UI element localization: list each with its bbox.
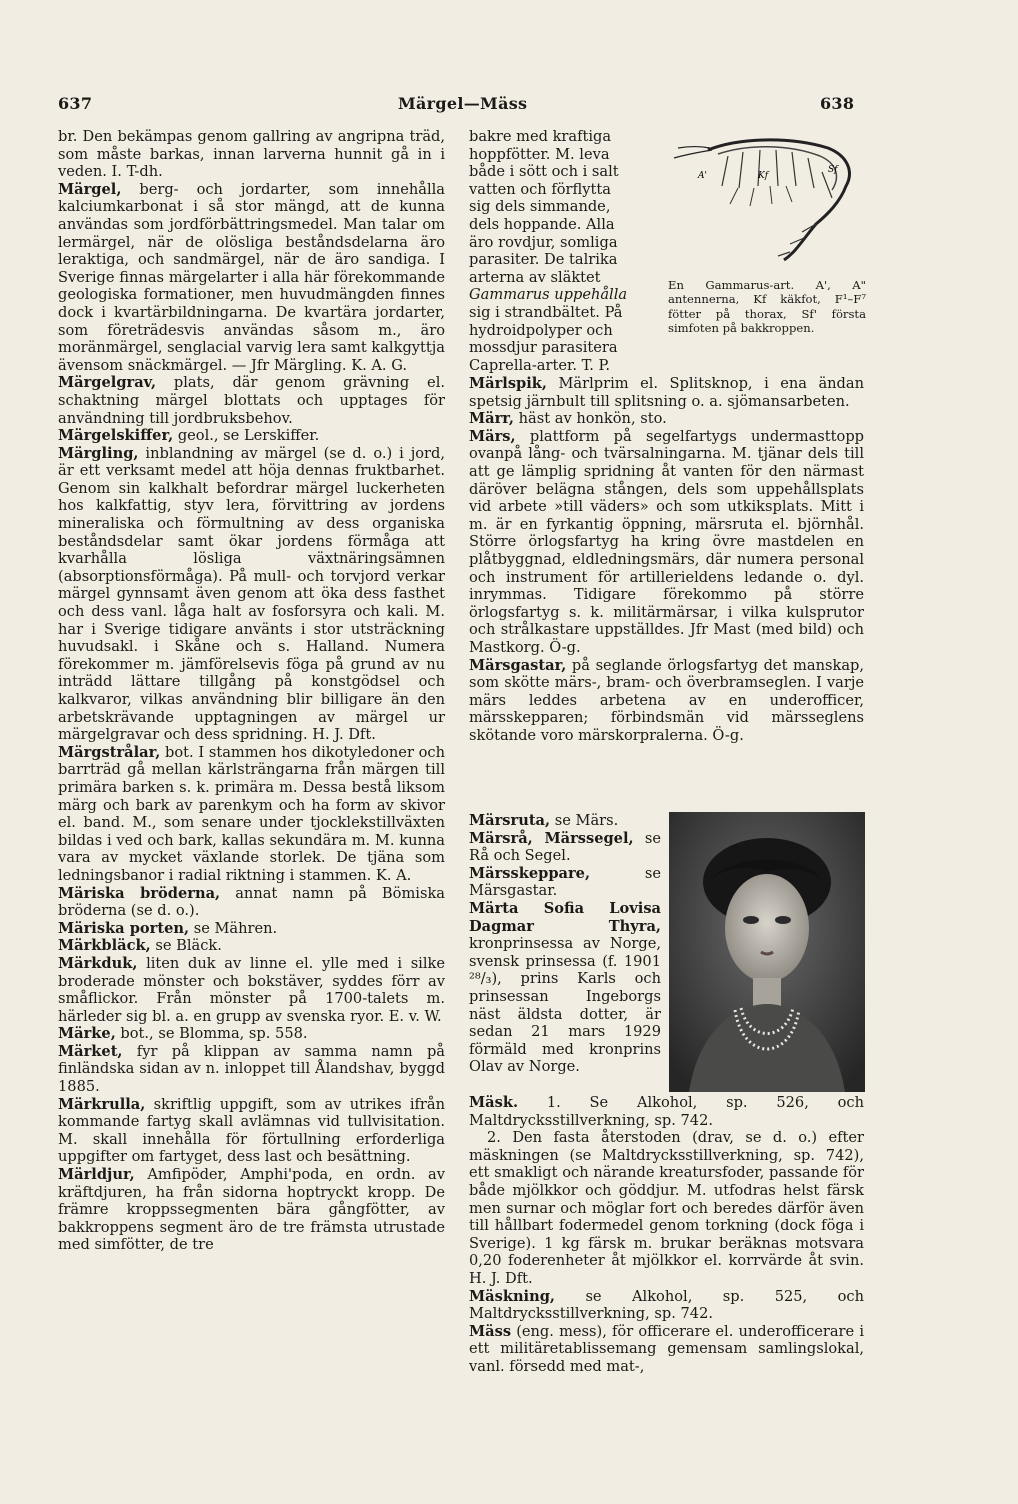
entry-marsra: Märsrå, Märssegel, se Rå och Segel. (469, 829, 661, 865)
left-column (58, 128, 445, 1254)
amphipod-illustration-icon (668, 128, 868, 276)
entry-marsgastar: Märsgastar, på seglande örlogsfartyg det manskap, som skötte märs-, bram- och överbramseglen. I varje märs leddes arbetena av en underofficer, märsskepparen; förbindsmän vid märsseglens skötande voro märskorpralerna. Ö-g. (469, 656, 864, 744)
text-line: äro rovdjur, somliga (469, 233, 618, 251)
entry-market: Märket, fyr på klippan av samma namn på finländska sidan av n. inloppet till Ålandshav, byggd 1885. (58, 1042, 445, 1096)
figure-label: Sf (828, 165, 838, 175)
figure-label: Kf (758, 171, 769, 181)
text-line: dels hoppande. Alla (469, 215, 615, 233)
figure-label: A' (698, 171, 707, 181)
right-column-top (469, 128, 659, 374)
entry-marsruta: Märsruta, se Märs. (469, 812, 619, 829)
entry-marr: Märr, häst av honkön, sto. (469, 410, 667, 428)
entry-mask: Mäsk. 1. Se Alkohol, sp. 526, och Maltdrycksstillverkning, sp. 742. (469, 1094, 864, 1129)
right-column-narrow (469, 812, 661, 1076)
entry-markduk: Märkduk, liten duk av linne el. ylle med i silke broderade mönster och bokstäver, syddes förr av småflickor. Från mönster på 1700-talets m. härleder sig bl. a. en grupp av svenska ryor. E. v. W. (58, 954, 445, 1025)
entry-mariska-porten: Märiska porten, se Mähren. (58, 919, 278, 937)
entry-mask-2: 2. Den fasta återstoden (drav, se d. o.) efter mäskningen (se Maltdrycksstillverkning, sp. 742), ett smakligt och närande kreatursfoder, passande för både mjölkkor och göddjur. M. utfodras helst färsk men surnar och möglar fort och beredes därför även till hållbart fodermedel genom torkning (dock föga i Sverige). 1 kg färsk m. brukar beräknas motsvara 0,20 foderenheter åt mjölkkor el. korrvärde åt svin. H. J. Dft. (469, 1129, 864, 1287)
entry-marke: Märke, bot., se Blomma, sp. 558. (58, 1025, 308, 1043)
text-line: arterna av släktet (469, 268, 601, 286)
entry-marta: Märta Sofia Lovisa Dagmar Thyra, kronprinsessa av Norge, svensk prinsessa (f. 1901 ²⁸/₃), prins Karls och prinsessan Ingeborgs näst äldsta dotter, är sedan 21 mars 1929 förmäld med kronprins Olav av Norge. (469, 899, 661, 1076)
portrait-photo-of-princess-martha-icon (669, 812, 865, 1092)
entry-margstralar: Märgstrålar, bot. I stammen hos dikotyledoner och barrträd gå mellan kärlsträngarna från märgen till primära barken s. k. primära m. Dessa bestå liksom märg och bark av parenkym och ha form av skivor el. band. M., som senare under tjocklekstillväxten bildas i ved och bark, kallas sekundära m. M. kunna vara av mycket växlande storlek. De tjäna som ledningsbanor i radial riktning i stammen. K. A. (58, 743, 445, 884)
right-column-bottom (469, 1094, 864, 1376)
figure-caption: En Gammarus-art. A', A" antennerna, Kf käkfot, F¹–F⁷ fötter på thorax, Sf' första simfoten på bakkroppen. (668, 278, 866, 336)
entry-marsskeppare: Märsskeppare, se Märsgastar. (469, 864, 661, 900)
text-line: Caprella-arter. T. P. (469, 356, 610, 374)
text-line: både i sött och i salt (469, 163, 619, 181)
text-line: hoppfötter. M. leva (469, 145, 610, 163)
text-line: vatten och förflytta (469, 180, 611, 198)
entry-mass: Mäss (eng. mess), för officerare el. underofficerare i ett militäretablissemang gemensam samlingslokal, vanl. försedd med mat-, (469, 1322, 864, 1375)
text-line: mossdjur parasitera (469, 339, 618, 357)
entry-mariska-broderna: Märiska bröderna, annat namn på Bömiska bröderna (se d. o.). (58, 884, 445, 920)
entry-margling: Märgling, inblandning av märgel (se d. o.) i jord, är ett verksamt medel att höja dennas fruktbarhet. Genom sin kalkhalt befordrar märgel luckerheten hos kalkfattig, styv lera, förvittring av jordens mineraliska och förmultning av dess organiska beståndsdelar samt ökar jordens förmåga att kvarhålla lösliga växtnäringsämnen (absorptionsförmåga). På mull- och torvjord verkar märgel gynnsamt även genom att öka dess fasthet och dess vanl. låga halt av fosforsyra och kali. M. har i Sverige tidigare använts i stor utsträckning huvudsakl. i Skåne och s. Halland. Numera förekommer m. jämförelsevis föga på grund av nu inträdd lättare tillgång på konstgödsel och kalkvaror, vilkas användning blir billigare än den arbetskrävande upptagningen av märgel ur märgelgravar och dess spridning. H. J. Dft. (58, 444, 445, 744)
entry-margelgrav: Märgelgrav, plats, där genom grävning el. schaktning märgel blottats och upptages för användning till jordbruksbehov. (58, 374, 445, 427)
entry-mars: Märs, plattform på segelfartygs undermasttopp ovanpå lång- och tvärsalningarna. M. tjänar dels till att ge lämplig spridning åt vanten för den närmast däröver belägna stången, dels som uppehållsplats vid arbete »till väders» och som utkiksplats. Mitt i m. är en fyrkantig öppning, märsruta el. björnhål. Större örlogsfartyg ha kring övre mastdelen en plåtbyggnad, eldledningsmärs, där numera personal och instrument för artillerieldens ledande o. dyl. inrymmas. Tidigare förekommo på större örlogsfartyg s. k. militärmärsar, i vilka kulsprutor och strålkastare uppställdes. Jfr Mast (med bild) och Mastkorg. Ö-g. (469, 427, 864, 656)
page-number-left: 637 (58, 94, 93, 113)
text-line: parasiter. De talrika (469, 251, 618, 269)
text-line: sig dels simmande, (469, 198, 611, 216)
entry-markrulla: Märkrulla, skriftlig uppgift, som av utrikes ifrån kommande fartyg skall avlämnas vid tullvisitation. M. skall innehålla för förtullning erforderliga uppgifter om fartyget, dess last och besättning. (58, 1095, 445, 1166)
page-number-right: 638 (820, 94, 855, 113)
right-column-middle (469, 375, 864, 744)
entry-marlspik: Märlspik, Märlprim el. Splitsknop, i ena ändan spetsig järnbult till splitsning o. a. sjömansarbeten. (469, 375, 864, 410)
portrait-photo (669, 812, 865, 1092)
text-line: sig i strandbältet. På (469, 303, 623, 321)
entry-continuation: br. Den bekämpas genom gallring av angripna träd, som måste barkas, innan larverna hunnit gå in i veden. I. T-dh. (58, 128, 445, 181)
entry-maskning: Mäskning, se Alkohol, sp. 525, och Maltdrycksstillverkning, sp. 742. (469, 1287, 864, 1323)
text-line: bakre med kraftiga (469, 128, 612, 145)
entry-marldjur: Märldjur, Amfipöder, Amphi'poda, en ordn. av kräftdjuren, ha från sidorna hoptryckt kropp. De främre kroppssegmenten bära gångfötter, av bakkroppens segment äro de tre främsta utrustade med simfötter, de tre (58, 1166, 445, 1254)
entry-margel: Märgel, berg- och jordarter, som innehålla kalciumkarbonat i så stor mängd, att de kunna användas som jordförbättringsmedel. Man talar om lermärgel, när de olösliga beståndsdelarna äro leraktiga, och sandmärgel, när de äro sandiga. I Sverige finnas märgelarter i alla här förekommande geologiska formationer, men huvudmängden finnes dock i kvartärbildningarna. De kvartära jordarter, som företrädesvis användas såsom m., äro moränmärgel, senglacial varvig lera samt kalkgyttja ävensom snäckmärgel. — Jfr Märgling. K. A. G. (58, 180, 445, 374)
running-title: Märgel—Mäss (398, 94, 528, 113)
entry-margelskiffer: Märgelskiffer, geol., se Lerskiffer. (58, 427, 320, 445)
amphipod-illustration (668, 128, 868, 276)
text-line: Gammarus uppehålla (469, 286, 628, 304)
text-line: hydroidpolyper och (469, 321, 613, 339)
entry-markblack: Märkbläck, se Bläck. (58, 937, 222, 955)
